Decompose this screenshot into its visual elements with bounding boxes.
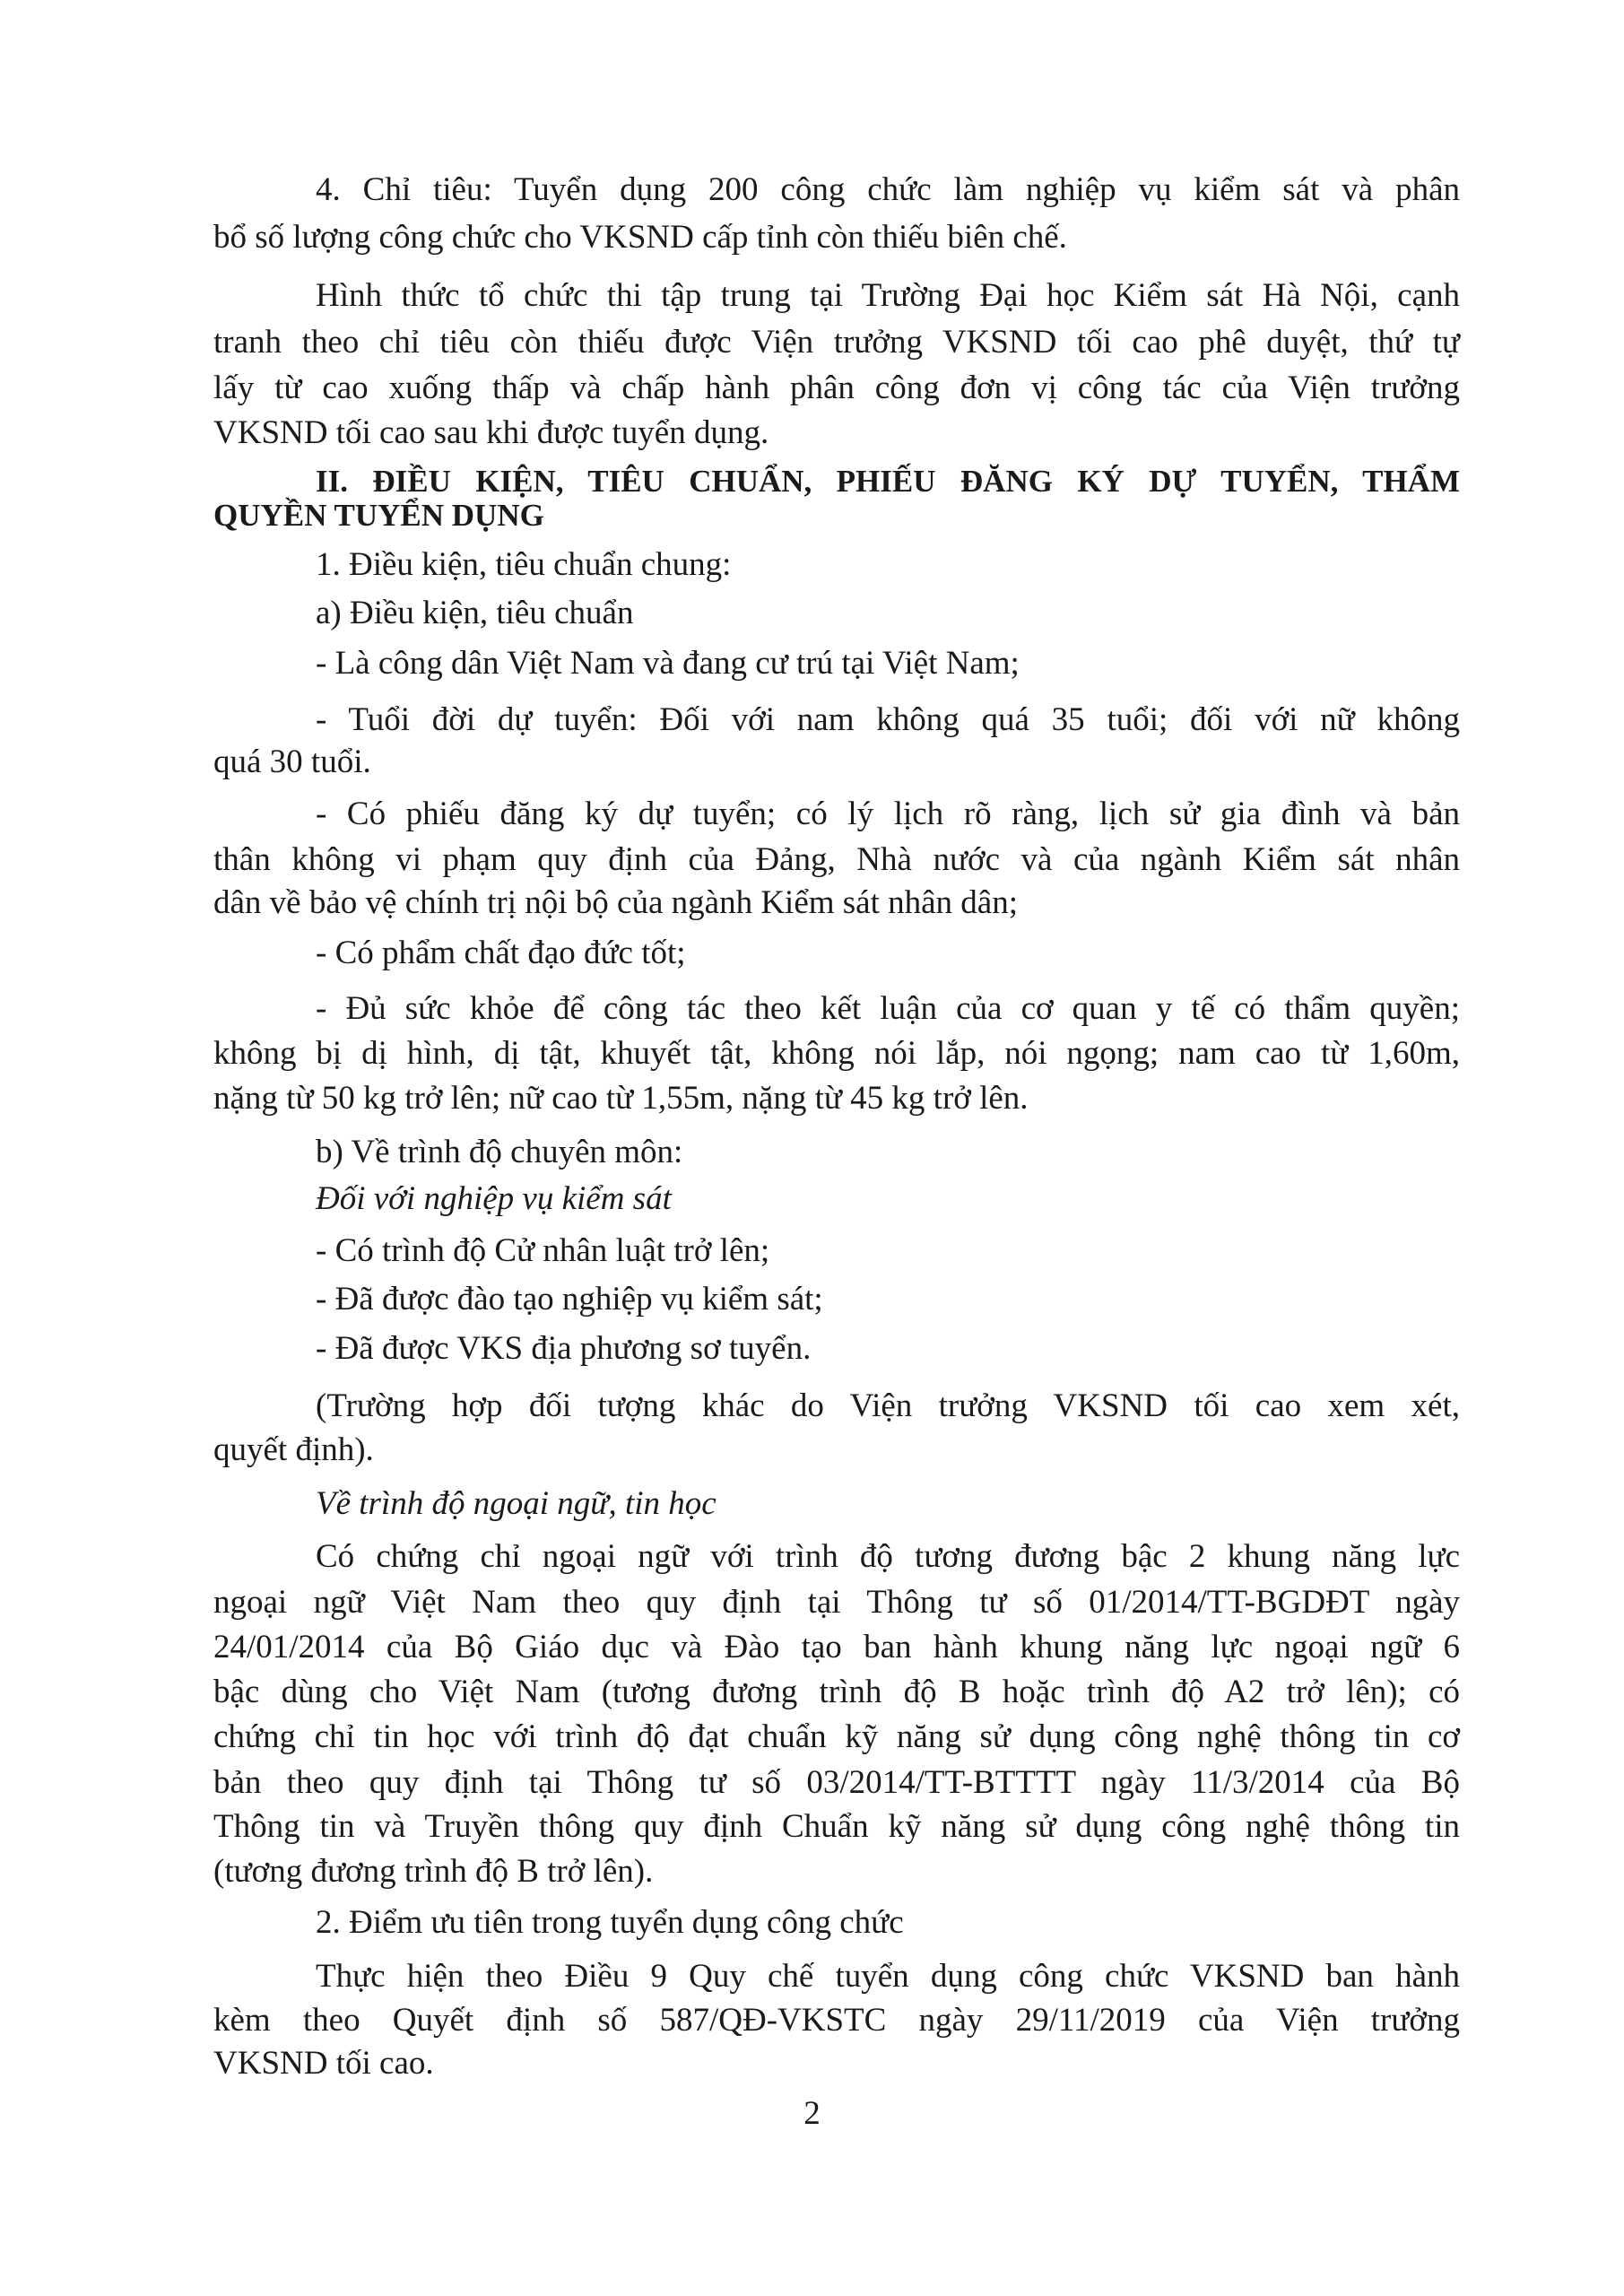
text-line: VKSND tối cao sau khi được tuyển dụng.: [213, 414, 769, 451]
text-line: (tương đương trình độ B trở lên).: [213, 1853, 654, 1890]
text-line: 24/01/2014 của Bộ Giáo dục và Đào tạo ban hành khung năng lực ngoại ngữ 6: [213, 1629, 1460, 1665]
text-line: tranh theo chỉ tiêu còn thiếu được Viện trưởng VKSND tối cao phê duyệt, thứ tự: [213, 324, 1460, 361]
text-line: quyết định).: [213, 1431, 374, 1468]
text-line: 1. Điều kiện, tiêu chuẩn chung:: [316, 546, 732, 583]
text-line: (Trường hợp đối tượng khác do Viện trưởng VKSND tối cao xem xét,: [316, 1387, 1460, 1424]
text-line: nặng từ 50 kg trở lên; nữ cao từ 1,55m, nặng từ 45 kg trở lên.: [213, 1080, 1029, 1117]
text-line: chứng chỉ tin học với trình độ đạt chuẩn kỹ năng sử dụng công nghệ thông tin cơ: [213, 1718, 1460, 1755]
page-number: 2: [803, 2095, 821, 2132]
text-line: bậc dùng cho Việt Nam (tương đương trình độ B hoặc trình độ A2 trở lên); có: [213, 1674, 1460, 1710]
text-line: ngoại ngữ Việt Nam theo quy định tại Thông tư số 01/2014/TT-BGDĐT ngày: [213, 1584, 1460, 1621]
text-line: bản theo quy định tại Thông tư số 03/2014/TT-BTTTT ngày 11/3/2014 của Bộ: [213, 1764, 1460, 1801]
text-line: quá 30 tuổi.: [213, 744, 371, 780]
text-line: - Tuổi đời dự tuyển: Đối với nam không quá 35 tuổi; đối với nữ không: [316, 701, 1460, 738]
text-line: lấy từ cao xuống thấp và chấp hành phân công đơn vị công tác của Viện trưởng: [213, 370, 1460, 406]
text-line: kèm theo Quyết định số 587/QĐ-VKSTC ngày 29/11/2019 của Viện trưởng: [213, 2002, 1460, 2039]
text-line: Thực hiện theo Điều 9 Quy chế tuyển dụng công chức VKSND ban hành: [316, 1958, 1460, 1995]
section-heading: II. ĐIỀU KIỆN, TIÊU CHUẨN, PHIẾU ĐĂNG KÝ DỰ TUYỂN, THẨM: [316, 464, 1460, 499]
section-heading: QUYỀN TUYỂN DỤNG: [213, 498, 544, 533]
text-line: Thông tin và Truyền thông quy định Chuẩn kỹ năng sử dụng công nghệ thông tin: [213, 1808, 1460, 1845]
text-line: - Có phẩm chất đạo đức tốt;: [316, 935, 686, 971]
text-line: không bị dị hình, dị tật, khuyết tật, không nói lắp, nói ngọng; nam cao từ 1,60m,: [213, 1035, 1460, 1072]
text-line: 4. Chỉ tiêu: Tuyển dụng 200 công chức làm nghiệp vụ kiểm sát và phân: [316, 171, 1460, 208]
text-line: - Đã được VKS địa phương sơ tuyển.: [316, 1330, 812, 1367]
text-line: a) Điều kiện, tiêu chuẩn: [316, 595, 634, 631]
text-line: Hình thức tổ chức thi tập trung tại Trường Đại học Kiểm sát Hà Nội, cạnh: [316, 277, 1460, 314]
text-line: - Đã được đào tạo nghiệp vụ kiểm sát;: [316, 1281, 823, 1318]
subsection-title: Đối với nghiệp vụ kiểm sát: [316, 1180, 672, 1217]
text-line: - Là công dân Việt Nam và đang cư trú tại Việt Nam;: [316, 645, 1020, 682]
text-line: dân về bảo vệ chính trị nội bộ của ngành Kiểm sát nhân dân;: [213, 884, 1018, 921]
text-line: - Có trình độ Cử nhân luật trở lên;: [316, 1232, 770, 1269]
text-line: 2. Điểm ưu tiên trong tuyển dụng công chức: [316, 1904, 904, 1941]
text-line: - Đủ sức khỏe để công tác theo kết luận của cơ quan y tế có thẩm quyền;: [316, 990, 1460, 1027]
text-line: b) Về trình độ chuyên môn:: [316, 1134, 683, 1170]
text-line: VKSND tối cao.: [213, 2045, 434, 2082]
text-line: - Có phiếu đăng ký dự tuyển; có lý lịch rõ ràng, lịch sử gia đình và bản: [316, 796, 1460, 832]
text-line: bổ số lượng công chức cho VKSND cấp tỉnh còn thiếu biên chế.: [213, 219, 1067, 256]
subsection-title: Về trình độ ngoại ngữ, tin học: [316, 1485, 716, 1522]
text-line: Có chứng chỉ ngoại ngữ với trình độ tương đương bậc 2 khung năng lực: [316, 1538, 1460, 1575]
text-line: thân không vi phạm quy định của Đảng, Nhà nước và của ngành Kiểm sát nhân: [213, 841, 1460, 878]
